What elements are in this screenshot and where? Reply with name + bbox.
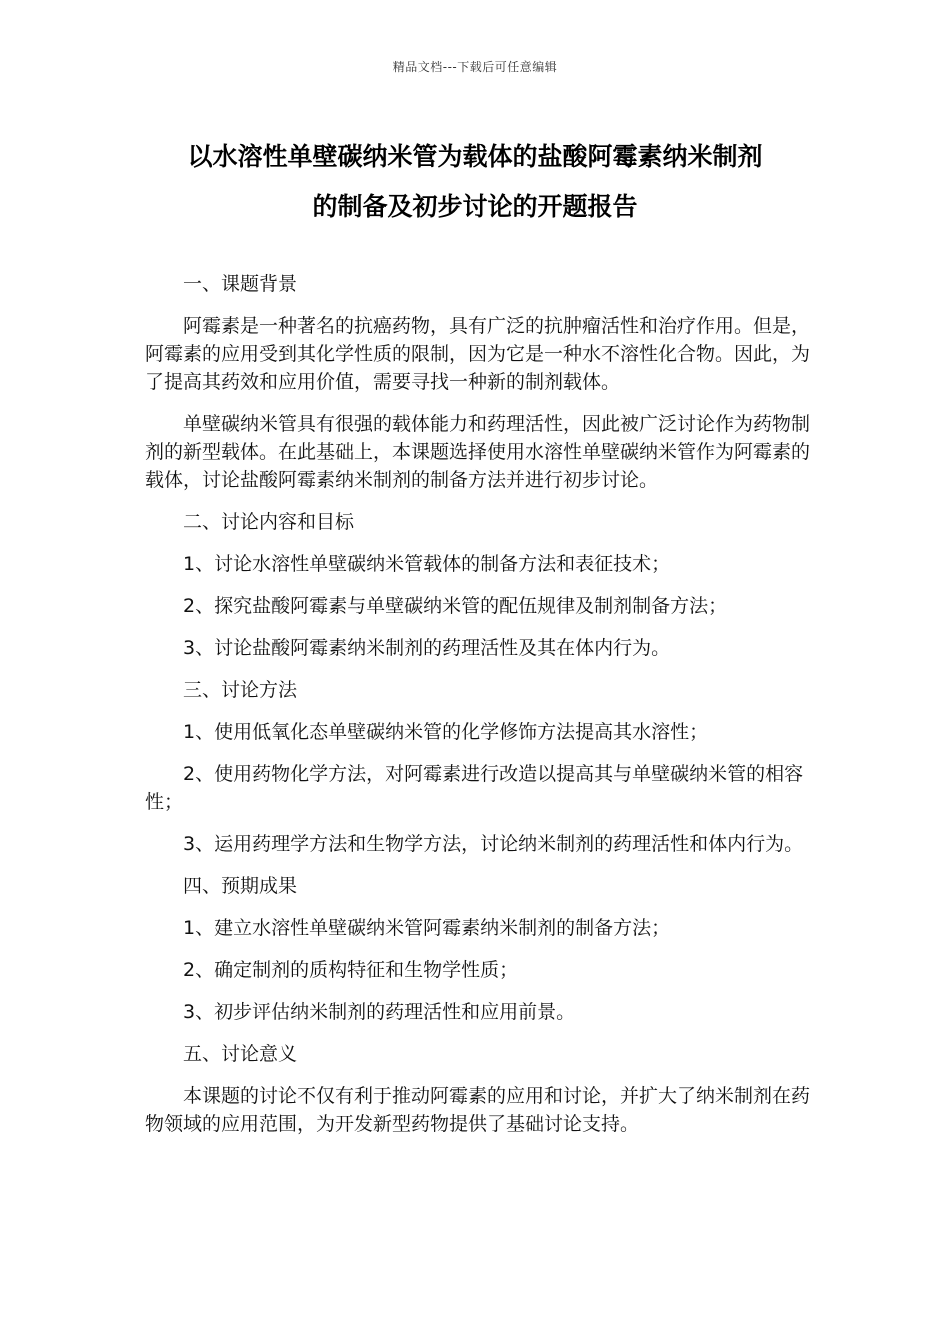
- section-heading-expected-results: 四、预期成果: [183, 875, 298, 897]
- content-item-1: 1、讨论水溶性单壁碳纳米管载体的制备方法和表征技术；: [183, 553, 671, 575]
- section-heading-background: 一、课题背景: [183, 273, 298, 295]
- document-title: [120, 132, 830, 232]
- document-body: [145, 270, 810, 1152]
- section-heading-significance: 五、讨论意义: [183, 1043, 298, 1065]
- background-paragraph-2: 单壁碳纳米管具有很强的载体能力和药理活性，因此被广泛讨论作为药物制剂的新型载体。在此基础上，本课题选择使用水溶性单壁碳纳米管作为阿霉素的载体，讨论盐酸阿霉素纳米制剂的制备方法并进行初步讨论。: [145, 413, 811, 491]
- title-line-1: 以水溶性单壁碳纳米管为载体的盐酸阿霉素纳米制剂: [187, 142, 763, 171]
- title-line-2: 的制备及初步讨论的开题报告: [312, 192, 638, 221]
- header-note: 精品文档---下载后可任意编辑: [392, 60, 558, 74]
- content-item-3: 3、讨论盐酸阿霉素纳米制剂的药理活性及其在体内行为。: [183, 637, 671, 659]
- method-item-2: 2、使用药物化学方法，对阿霉素进行改造以提高其与单壁碳纳米管的相容性；: [145, 763, 804, 813]
- result-item-2: 2、确定制剂的质构特征和生物学性质；: [183, 959, 519, 981]
- significance-paragraph: 本课题的讨论不仅有利于推动阿霉素的应用和讨论，并扩大了纳米制剂在药物领域的应用范围，为开发新型药物提供了基础讨论支持。: [145, 1085, 811, 1135]
- method-item-3: 3、运用药理学方法和生物学方法，讨论纳米制剂的药理活性和体内行为。: [183, 833, 804, 855]
- section-heading-content-goals: 二、讨论内容和目标: [183, 511, 355, 533]
- result-item-3: 3、初步评估纳米制剂的药理活性和应用前景。: [183, 1001, 576, 1023]
- section-heading-methods: 三、讨论方法: [183, 679, 298, 701]
- background-paragraph-1: 阿霉素是一种著名的抗癌药物，具有广泛的抗肿瘤活性和治疗作用。但是，阿霉素的应用受到其化学性质的限制，因为它是一种水不溶性化合物。因此，为了提高其药效和应用价值，需要寻找一种新的制剂载体。: [145, 315, 811, 393]
- result-item-1: 1、建立水溶性单壁碳纳米管阿霉素纳米制剂的制备方法；: [183, 917, 671, 939]
- content-item-2: 2、探究盐酸阿霉素与单壁碳纳米管的配伍规律及制剂制备方法；: [183, 595, 728, 617]
- method-item-1: 1、使用低氧化态单壁碳纳米管的化学修饰方法提高其水溶性；: [183, 721, 709, 743]
